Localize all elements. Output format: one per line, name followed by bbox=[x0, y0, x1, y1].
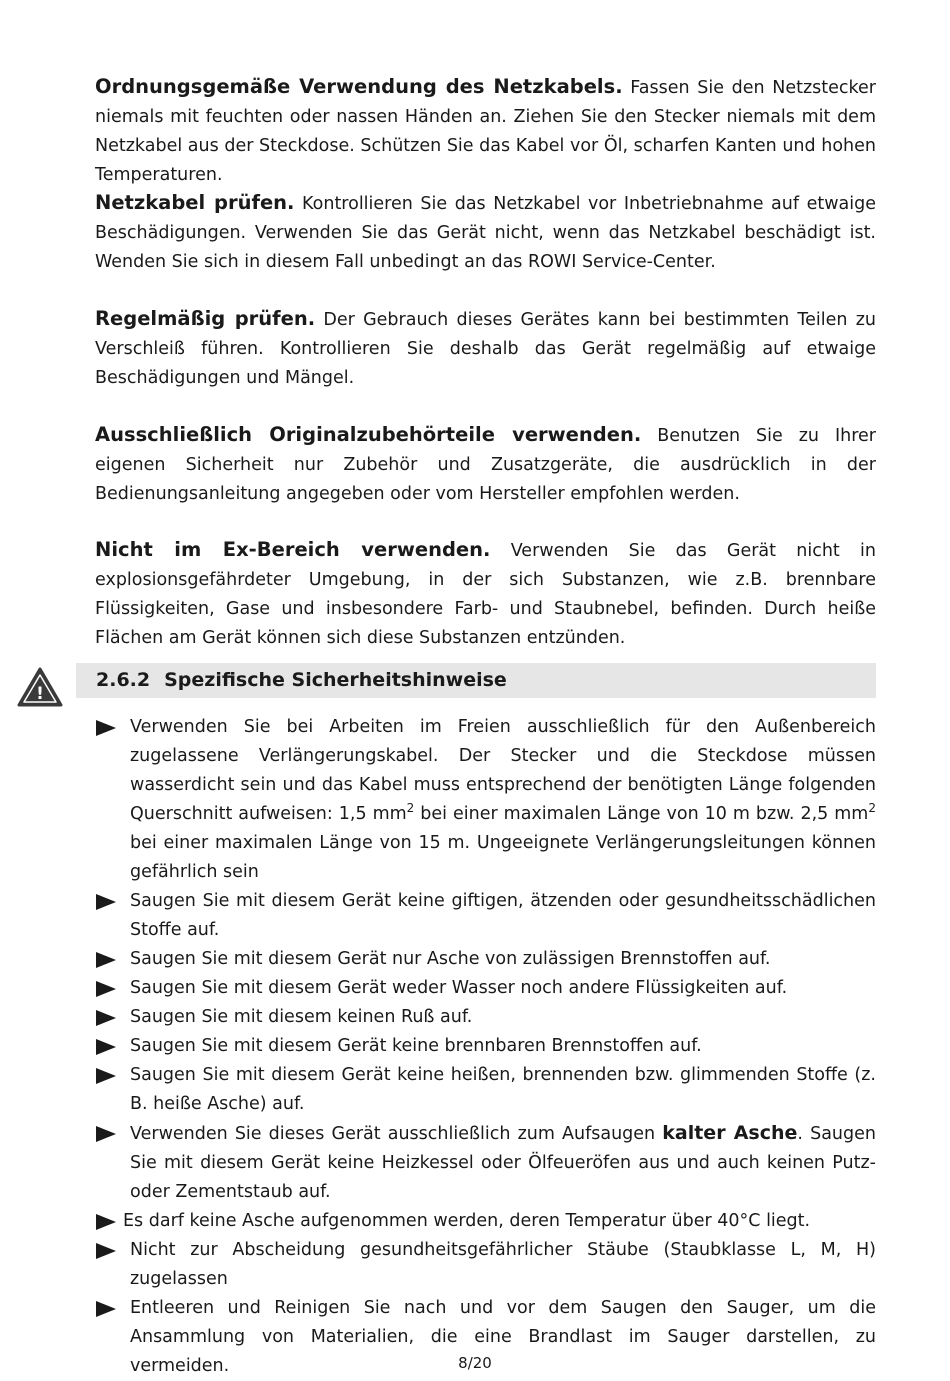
paragraph-regular-check bbox=[95, 304, 876, 393]
paragraph-text: Verwenden Sie das Gerät nicht in explosionsgefährdeter Umgebung, in der sich Substanzen, wie z.B. brennbare Flüssigkeiten, Gase und insbesondere Farb- und Staubnebel, befinden. Durch heiße Flächen am Gerät können sich diese Substanzen entzünden. bbox=[95, 541, 876, 648]
paragraph-heading: Ordnungsgemäße Verwendung des Netzkabels. bbox=[95, 75, 623, 98]
list-item: Saugen Sie mit diesem Gerät weder Wasser noch andere Flüssigkeiten auf. bbox=[96, 974, 876, 1003]
paragraph-text: Der Gebrauch dieses Gerätes kann bei bestimmten Teilen zu Verschleiß führen. Kontrollieren Sie deshalb das Gerät regelmäßig auf etwaige Beschädigungen und Mängel. bbox=[95, 310, 877, 388]
bullet-triangle-icon bbox=[96, 894, 116, 910]
bullet-triangle-icon bbox=[96, 1068, 116, 1084]
list-item: Nicht zur Abscheidung gesundheitsgefährlicher Stäube (Staubklasse L, M, H) zugelassen bbox=[96, 1236, 876, 1294]
list-item: Verwenden Sie bei Arbeiten im Freien ausschließlich für den Außenbereich zugelassene Verlängerungskabel. Der Stecker und die Steckdose müssen wasserdicht sein und das Kabel muss entsprechend der benötigten Länge folgenden Querschnitt aufweisen: 1,5 $mm^2$ bei einer maximalen Länge von 10 m bzw. 2,5 $mm^2$ bei einer maximalen Länge von 15 m. Ungeeignete Verlängerungsleitungen können gefährlich sein bbox=[96, 713, 876, 887]
list-item: Saugen Sie mit diesem Gerät keine heißen, brennenden bzw. glimmenden Stoffe (z. B. heiße Asche) auf. bbox=[96, 1061, 876, 1119]
paragraph-text: Kontrollieren Sie das Netzkabel vor Inbetriebnahme auf etwaige Beschädigungen. Verwenden Sie das Gerät nicht, wenn das Netzkabel beschädigt ist. Wenden Sie sich in diesem Fall unbedingt an das ROWI Service-Center. bbox=[95, 194, 876, 272]
section-title: Spezifische Sicherheitshinweise bbox=[164, 669, 507, 691]
bullet-triangle-icon bbox=[96, 1126, 116, 1142]
bullet-triangle-icon bbox=[96, 1243, 116, 1259]
paragraph-text: Fassen Sie den Netzstecker niemals mit feuchten oder nassen Händen an. Ziehen Sie den Stecker niemals mit dem Netzkabel aus der Steckdose. Schützen Sie das Kabel vor Öl, scharfen Kanten und hohen Temperaturen. bbox=[95, 78, 876, 185]
paragraph-heading: Regelmäßig prüfen. bbox=[95, 307, 316, 330]
section-heading bbox=[76, 663, 876, 698]
paragraph-heading: Nicht im Ex-Bereich verwenden. bbox=[95, 538, 491, 561]
page-number: 8/20 bbox=[458, 1354, 492, 1372]
list-item: Saugen Sie mit diesem keinen Ruß auf. bbox=[96, 1003, 876, 1032]
paragraph-check-power-cable bbox=[95, 188, 876, 277]
paragraph-heading: Netzkabel prüfen. bbox=[95, 191, 295, 214]
list-item: Saugen Sie mit diesem Gerät nur Asche von zulässigen Brennstoffen auf. bbox=[96, 945, 876, 974]
paragraph-power-cable-use bbox=[95, 72, 876, 190]
warning-triangle-icon bbox=[16, 666, 64, 708]
list-item: Verwenden Sie dieses Gerät ausschließlich zum Aufsaugen kalter Asche. Saugen Sie mit diesem Gerät keine Heizkessel oder Ölfeueröfen aus und auch keinen Putz- oder Zementstaub auf. bbox=[96, 1119, 876, 1207]
paragraph-heading: Ausschließlich Originalzubehörteile verwenden. bbox=[95, 423, 642, 446]
list-item: Saugen Sie mit diesem Gerät keine giftigen, ätzenden oder gesundheitsschädlichen Stoffe auf. bbox=[96, 887, 876, 945]
list-item: Saugen Sie mit diesem Gerät keine brennbaren Brennstoffen auf. bbox=[96, 1032, 876, 1061]
warning-symbol: ! bbox=[36, 684, 44, 704]
bullet-triangle-icon bbox=[96, 952, 116, 968]
bullet-triangle-icon bbox=[96, 1214, 116, 1230]
bullet-triangle-icon bbox=[96, 1301, 116, 1317]
paragraph-text: Benutzen Sie zu Ihrer eigenen Sicherheit nur Zubehör und Zusatzgeräte, die ausdrücklich in der Bedienungsanleitung angegeben oder vom Hersteller empfohlen werden. bbox=[95, 426, 877, 504]
bullet-triangle-icon bbox=[96, 720, 116, 736]
bullet-triangle-icon bbox=[96, 981, 116, 997]
list-item: Es darf keine Asche aufgenommen werden, deren Temperatur über 40°C liegt. bbox=[96, 1207, 876, 1236]
paragraph-ex-area bbox=[95, 535, 876, 653]
safety-bullet-list bbox=[96, 713, 876, 1381]
section-number: 2.6.2 bbox=[96, 669, 151, 691]
bullet-triangle-icon bbox=[96, 1010, 116, 1026]
list-item: Entleeren und Reinigen Sie nach und vor dem Saugen den Sauger, um die Ansammlung von Materialien, die eine Brandlast im Sauger darstellen, zu vermeiden. bbox=[96, 1294, 876, 1381]
paragraph-original-accessories bbox=[95, 420, 876, 509]
bullet-triangle-icon bbox=[96, 1039, 116, 1055]
